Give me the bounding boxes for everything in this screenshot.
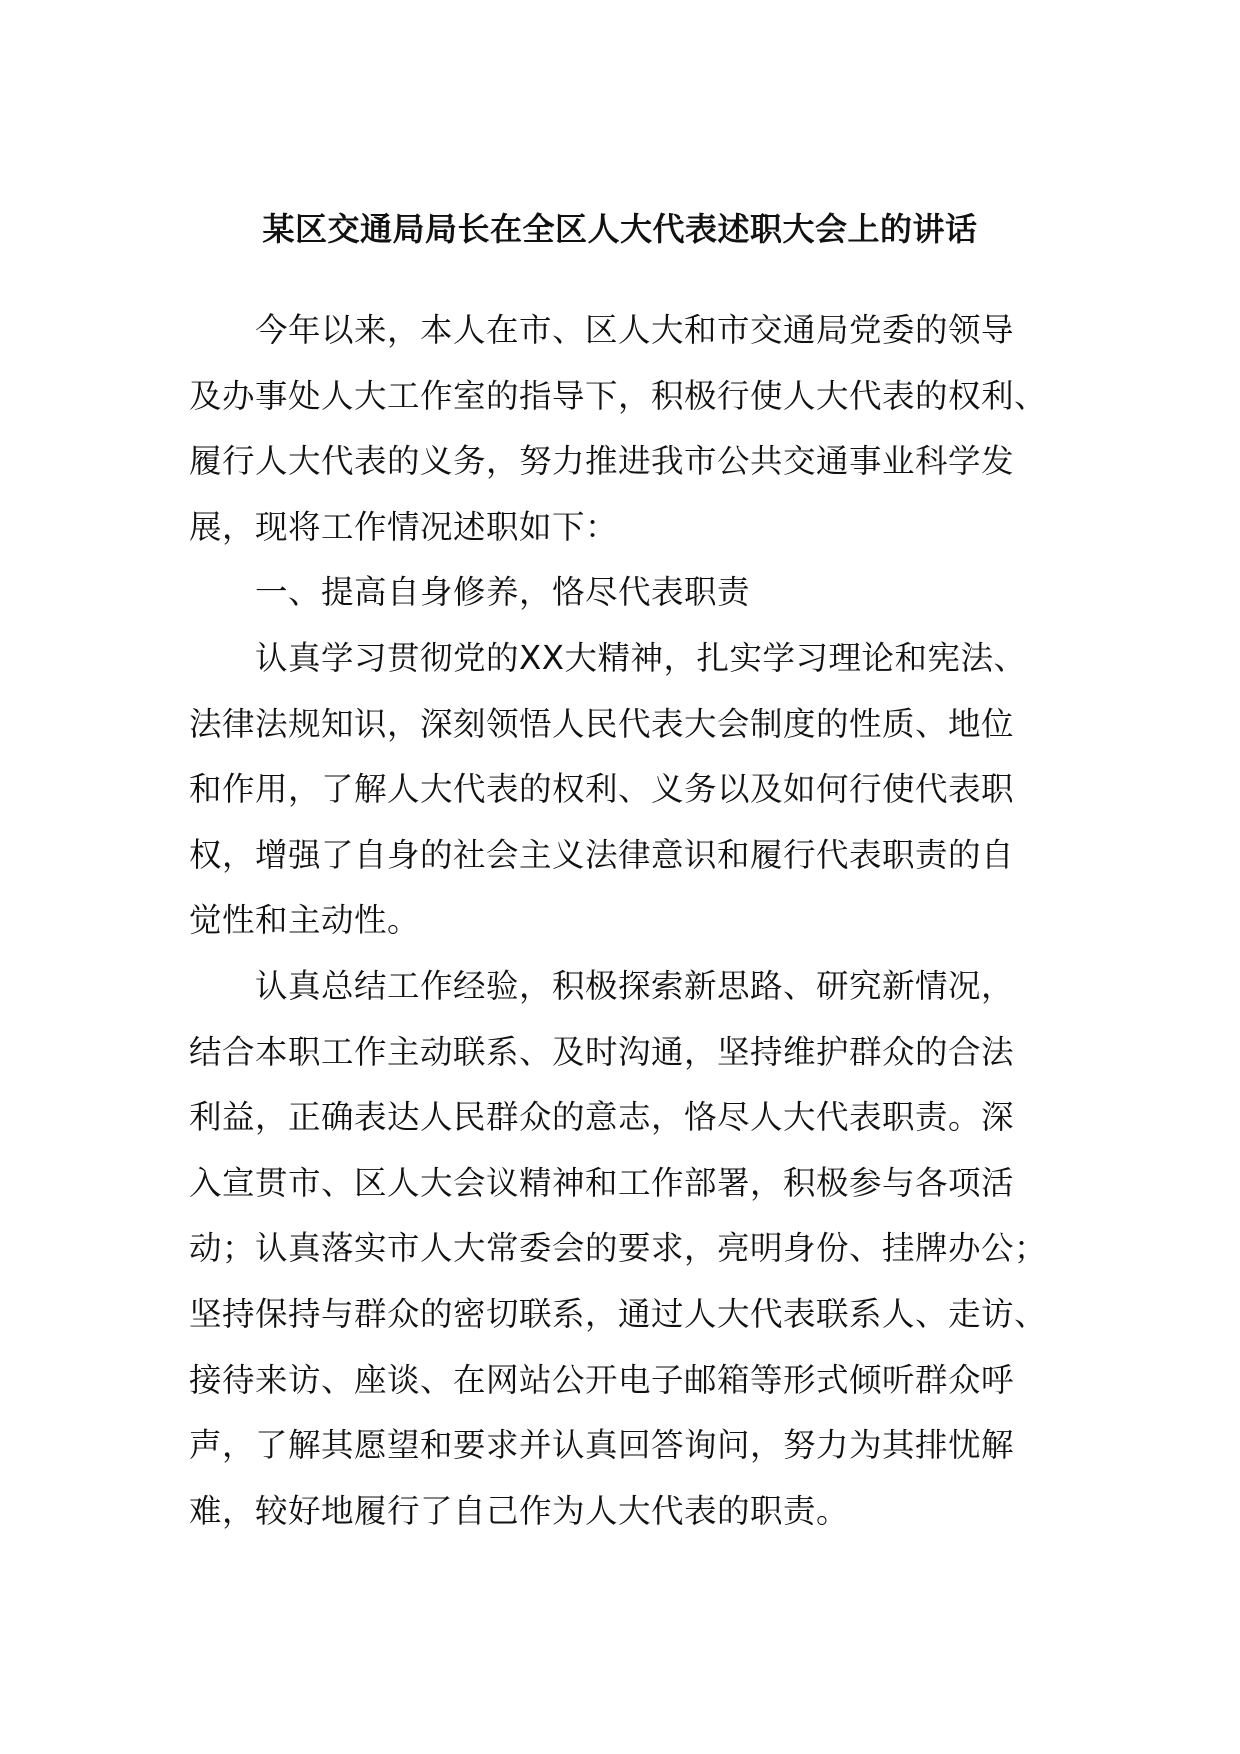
paragraph-line: 结合本职工作主动联系、及时沟通，坚持维护群众的合法 bbox=[189, 1032, 1015, 1071]
section-heading: 一、提高自身修养，恪尽代表职责 bbox=[255, 573, 751, 612]
document-title: 某区交通局局长在全区人大代表述职大会上的讲话 bbox=[262, 210, 978, 248]
paragraph-line: 声，了解其愿望和要求并认真回答询问，努力为其排忧解 bbox=[189, 1426, 1015, 1465]
document-body bbox=[189, 298, 1069, 1544]
paragraph-line: 今年以来，本人在市、区人大和市交通局党委的领导 bbox=[255, 311, 1015, 349]
paragraph-line: 认真学习贯彻党的XX大精神，扎实学习理论和宪法、 bbox=[255, 638, 1027, 677]
paragraph-line: 和作用，了解人大代表的权利、义务以及如何行使代表职 bbox=[189, 770, 1015, 809]
paragraph-line: 难，较好地履行了自己作为人大代表的职责。 bbox=[189, 1491, 850, 1530]
paragraph-line: 动；认真落实市人大常委会的要求，亮明身份、挂牌办公； bbox=[189, 1229, 1048, 1268]
paragraph-line: 坚持保持与群众的密切联系，通过人大代表联系人、走访、 bbox=[189, 1294, 1048, 1333]
paragraph-line: 法律法规知识，深刻领悟人民代表大会制度的性质、地位 bbox=[189, 704, 1015, 743]
paragraph-line: 入宣贯市、区人大会议精神和工作部署，积极参与各项活 bbox=[189, 1163, 1015, 1202]
paragraph-line: 接待来访、座谈、在网站公开电子邮箱等形式倾听群众呼 bbox=[189, 1360, 1015, 1399]
paragraph-line: 觉性和主动性。 bbox=[189, 901, 421, 940]
paragraph-line: 及办事处人大工作室的指导下，积极行使人大代表的权利、 bbox=[189, 376, 1048, 415]
paragraph-line: 认真总结工作经验，积极探索新思路、研究新情况， bbox=[255, 966, 1015, 1005]
paragraph-line: 履行人大代表的义务，努力推进我市公共交通事业科学发 bbox=[189, 442, 1015, 481]
paragraph-line: 利益，正确表达人民群众的意志，恪尽人大代表职责。深 bbox=[189, 1098, 1015, 1137]
paragraph-line: 权，增强了自身的社会主义法律意识和履行代表职责的自 bbox=[189, 835, 1015, 874]
paragraph-line: 展，现将工作情况述职如下： bbox=[189, 507, 619, 546]
